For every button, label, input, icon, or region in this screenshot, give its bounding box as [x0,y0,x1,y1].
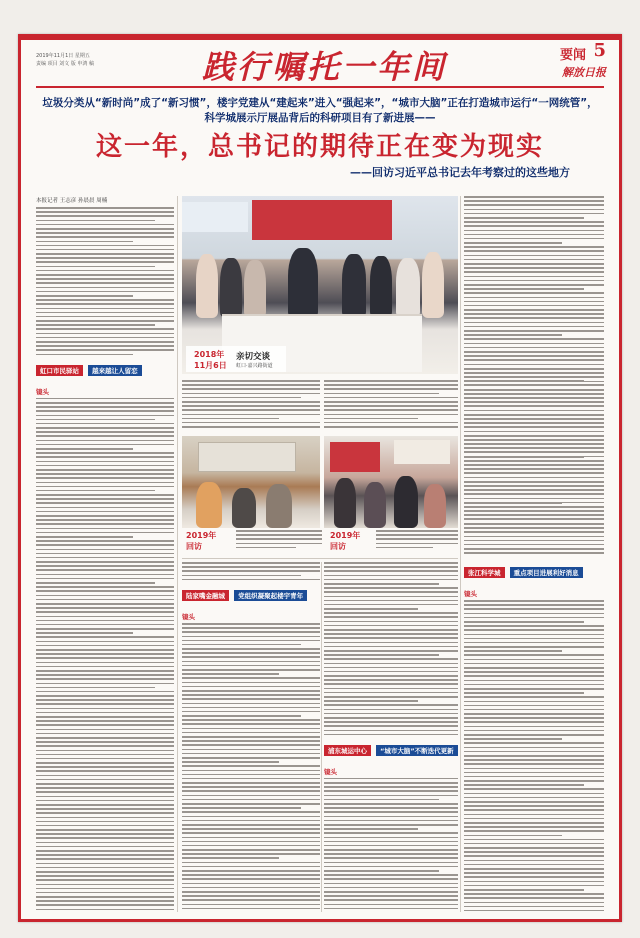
masthead [22,40,618,86]
revisit-photo-left [182,436,320,528]
article-subhead: ——回访习近平总书记去年考察过的这些地方 [350,166,570,179]
text-under-photo-left [182,380,320,432]
column-right-lower [464,560,604,912]
masthead-editors: 责编 项目 刘文 版 申鸿 稿 [36,61,94,67]
masthead-title: 践行嘱托一年间 [202,48,448,86]
section-label-pudong: 浦东城运中心 [324,745,371,756]
column-divider [177,196,178,912]
revisit-left-date: 2019年 [186,531,217,540]
lens-label: 镜头 [182,612,195,621]
main-photo-location: 虹口·嘉兴路街道 [236,363,273,369]
revisit-left-caption [236,530,322,551]
lens-label: 镜头 [36,387,49,396]
column-middle-left [182,562,320,912]
column-divider [460,196,461,912]
section-sublabel-lujiazui: 党组织凝聚起楼宇青年 [234,590,307,601]
masthead-page-number: 5 [593,40,606,61]
revisit-right-date: 2019年 [330,531,361,540]
page-border-right [619,34,622,922]
main-photo-date-day: 11月6日 [194,361,227,370]
body-text-block [36,379,174,912]
masthead-section: 要闻 [559,48,586,63]
body-text-block [36,207,174,355]
main-photo-title: 亲切交谈 [236,352,271,362]
section-label-zhangjiang: 张江科学城 [464,567,505,578]
revisit-photo-right [324,436,458,528]
page-border-left [18,34,21,922]
article-headline: 这一年，总书记的期待正在变为现实 [95,132,544,162]
section-label-lujiazui: 陆家嘴金融城 [182,590,229,601]
column-right-mid [464,368,604,558]
section-sublabel-hongkou: 越来越让人留恋 [88,365,142,376]
section-sublabel-zhangjiang: 重点项目进展利好消息 [510,567,583,578]
column-left [36,196,174,912]
revisit-right-caption [376,530,458,551]
masthead-date: 2019年11月1日 星期五 [36,53,90,59]
article-byline: 本报记者 王志彦 孙晨晨 周楠 [36,198,108,204]
revisit-right-label: 回访 [330,542,346,551]
section-label-hongkou: 虹口市民驿站 [36,365,83,376]
masthead-paper-name: 解放日报 [562,66,606,79]
column-middle-right [324,562,458,912]
column-divider [321,562,322,912]
main-photo-date-year: 2018年 [194,350,225,359]
article-kicker: 垃圾分类从“新时尚”成了“新习惯”，楼宇党建从“建起来”进入“强起来”，“城市大脑”正在打造城市运行“一网统管”，科学城展示厅展品背后的科研项目有了新进展—— [42,97,598,124]
page-border-bottom [18,919,622,922]
masthead-rule [36,86,604,88]
masthead-meta [36,52,94,68]
lens-label: 镜头 [464,590,477,598]
text-under-photo-right [324,380,458,432]
section-sublabel-pudong: “城市大脑”不断迭代更新 [376,745,458,756]
section-rule [182,558,458,559]
lens-label: 镜头 [324,767,337,776]
revisit-left-label: 回访 [186,542,202,551]
